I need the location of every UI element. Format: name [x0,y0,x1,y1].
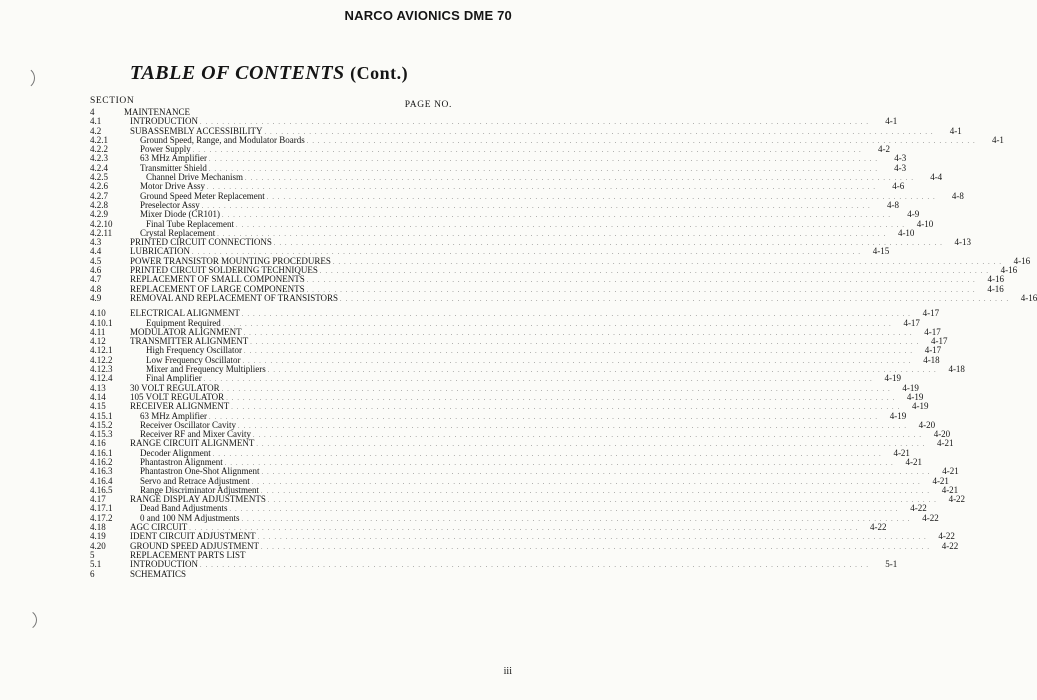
toc-entry-page: 4-19 [902,382,919,393]
dot-leader: . . . . . . . . . . . . . . . . . . . . . . . . . . . . . . . . . . . . . . . . . . . . . . . . . . . . . . . . . . . . . . . . . . . . . . . . . . . . . . . . . . . . . . . . . . . . . . . . . . . . . . . . . . . . . . . . . . . . . . . . [260,488,931,495]
toc-entry-number: 4.2.11 [90,227,113,238]
toc-entry-title: POWER TRANSISTOR MOUNTING PROCEDURES [130,255,331,266]
toc-entry-page: 4-13 [954,237,972,248]
toc-entry-page: 4-20 [918,419,936,430]
dot-leader: . . . . . . . . . . . . . . . . . . . . . . . . . . . . . . . . . . . . . . . . . . . . . . . . . . . . . . . . . . . . . . . . . . . . . . . . . . . . . . . . . . . . . . . . . . . . . . . . . . . . . . . . . . . . . . . . . . . . . . . . [212,451,882,458]
toc-entry-page: 4-22 [941,540,959,551]
toc-entry-page: 4-17 [922,308,940,319]
toc-entry-number: 4.12.4 [90,373,113,384]
dot-leader: . . . . . . . . . . . . . . . . . . . . . . . . . . . . . . . . . . . . . . . . . . . . . . . . . . . . . . . . . . . . . . . . . . . . . . . . . . . . . . . . . . . . . . . . . . . . . . . . . . . . . . . . . . . . . . . . . . . . . . . . [244,176,915,183]
toc-entry-number: 4.17.1 [90,503,113,514]
toc-entry-page: 4-1 [949,125,962,136]
dot-leader: . . . . . . . . . . . . . . . . . . . . . . . . . . . . . . . . . . . . . . . . . . . . . . . . . . . . . . . . . . . . . . . . . . . . . . . . . . . . . . . . . . . . . . . . . . . . . . . . . . . . . . . . . . . . . . . . . . . . . . . . [237,423,908,430]
dot-leader: . . . . . . . . . . . . . . . . . . . . . . . . . . . . . . . . . . . . . . . . . . . . . . . . . . . . . . . . . . . . . . . . . . . . . . . . . . . . . . . . . . . . . . . . . . . . . . . . . . . . . . . . . . . . . . . . . . . . . . . . [217,231,887,238]
toc-entry-title: Equipment Required [146,317,221,328]
section-column-label: SECTION [90,96,135,106]
toc-entry-title: REPLACEMENT OF SMALL COMPONENTS [130,274,305,285]
toc-list [90,107,1037,579]
toc-entry-title: Mixer Diode (CR101) [140,209,220,220]
toc-entry-title: IDENT CIRCUIT ADJUSTMENT [130,531,256,542]
dot-leader: . . . . . . . . . . . . . . . . . . . . . . . . . . . . . . . . . . . . . . . . . . . . . . . . . . . . . . . . . . . . . . . . . . . . . . . . . . . . . . . . . . . . . . . . . . . . . . . . . . . . . . . . . . . . . . . . . . . . . . . . [319,269,990,276]
toc-entry-number: 4.17 [90,494,106,505]
dot-leader: . . . . . . . . . . . . . . . . . . . . . . . . . . . . . . . . . . . . . . . . . . . . . . . . . . . . . . . . . . . . . . . . . . . . . . . . . . . . . . . . . . . . . . . . . . . . . . . . . . . . . . . . . . . . . . . . . . . . . . . . [252,433,923,440]
toc-entry-number: 4.2.9 [90,209,108,220]
title-text: TABLE OF CONTENTS [129,62,345,84]
toc-entry-page: 4-19 [889,410,907,421]
toc-entry-page: 4-21 [893,447,910,458]
dot-leader: . . . . . . . . . . . . . . . . . . . . . . . . . . . . . . . . . . . . . . . . . . . . . . . . . . . . . . . . . . . . . . . . . . . . . . . . . . . . . . . . . . . . . . . . . . . . . . . . . . . . . . . . . . . . . . . . . . . . . . . . [189,526,859,533]
toc-entry-title: TRANSMITTER ALIGNMENT [130,336,249,347]
toc-entry-title: RECEIVER ALIGNMENT [130,401,230,412]
toc-entry-title: 0 and 100 NM Adjustments [140,512,240,523]
toc-entry-number: 4.9 [90,292,102,303]
toc-entry-page: 4-21 [937,438,954,449]
dot-leader: . . . . . . . . . . . . . . . . . . . . . . . . . . . . . . . . . . . . . . . . . . . . . . . . . . . . . . . . . . . . . . . . . . . . . . . . . . . . . . . . . . . . . . . . . . . . . . . . . . . . . . . . . . . . . . . . . . . . . . . . [251,479,921,486]
toc-entry-page: 4-22 [910,503,927,514]
toc-entry-page: 4-2 [877,144,890,155]
toc-entry-number: 4.14 [90,391,106,402]
toc-entry-number: 4.2.4 [90,162,108,173]
toc-entry-title: REPLACEMENT OF LARGE COMPONENTS [130,283,305,294]
toc-entry-page: 4-16 [1013,255,1031,266]
dot-leader: . . . . . . . . . . . . . . . . . . . . . . . . . . . . . . . . . . . . . . . . . . . . . . . . . . . . . . . . . . . . . . . . . . . . . . . . . . . . . . . . . . . . . . . . . . . . . . . . . . . . . . . . . . . . . . . . . . . . . . . . [207,185,877,192]
toc-entry-page: 4-19 [906,391,924,402]
dot-leader: . . . . . . . . . . . . . . . . . . . . . . . . . . . . . . . . . . . . . . . . . . . . . . . . . . . . . . . . . . . . . . . . . . . . . . . . . . . . . . . . . . . . . . . . . . . . . . . . . . . . . . . . . . . . . . . . . . . . . . . . [192,250,862,257]
dot-leader: . . . . . . . . . . . . . . . . . . . . . . . . . . . . . . . . . . . . . . . . . . . . . . . . . . . . . . . . . . . . . . . . . . . . . . . . . . . . . . . . . . . . . . . . . . . . . . . . . . . . . . . . . . . . . . . . . . . . . . . . [306,287,976,294]
toc-entry-title: INTRODUCTION [130,116,198,127]
toc-entry-number: 5.1 [90,559,102,570]
toc-entry [90,292,1037,303]
toc-entry-number: 4.16.3 [90,466,113,477]
dot-leader: . . . . . . . . . . . . . . . . . . . . . . . . . . . . . . . . . . . . . . . . . . . . . . . . . . . . . . . . . . . . . . . . . . . . . . . . . . . . . . . . . . . . . . . . . . . . . . . . . . . . . . . . . . . . . . . . . . . . . . . . [201,203,871,210]
dot-leader: . . . . . . . . . . . . . . . . . . . . . . . . . . . . . . . . . . . . . . . . . . . . . . . . . . . . . . . . . . . . . . . . . . . . . . . . . . . . . . . . . . . . . . . . . . . . . . . . . . . . . . . . . . . . . . . . . . . . . . . . [208,166,879,173]
toc-entry-title: INTRODUCTION [130,559,198,570]
dot-leader: . . . . . . . . . . . . . . . . . . . . . . . . . . . . . . . . . . . . . . . . . . . . . . . . . . . . . . . . . . . . . . . . . . . . . . . . . . . . . . . . . . . . . . . . . . . . . . . . . . . . . . . . . . . . . . . . . . . . . . . . [332,259,1003,266]
toc-entry-title: Preselector Assy [140,199,200,210]
dot-leader: . . . . . . . . . . . . . . . . . . . . . . . . . . . . . . . . . . . . . . . . . . . . . . . . . . . . . . . . . . . . . . . . . . . . . . . . . . . . . . . . . . . . . . . . . . . . . . . . . . . . . . . . . . . . . . . . . . . . . . . . [264,129,934,136]
dot-leader: . . . . . . . . . . . . . . . . . . . . . . . . . . . . . . . . . . . . . . . . . . . . . . . . . . . . . . . . . . . . . . . . . . . . . . . . . . . . . . . . . . . . . . . . . . . . . . . . . . . . . . . . . . . . . . . . . . . . . . . . [203,377,873,384]
dot-leader: . . . . . . . . . . . . . . . . . . . . . . . . . . . . . . . . . . . . . . . . . . . . . . . . . . . . . . . . . . . . . . . . . . . . . . . . . . . . . . . . . . . . . . . . . . . . . . . . . . . . . . . . . . . . . . . . . . . . . . . . [256,442,926,449]
toc-entry-page: 4-6 [892,181,905,192]
toc-entry-title: 30 VOLT REGULATOR [130,382,220,393]
toc-entry-number: 4.7 [90,274,102,285]
dot-leader: . . . . . . . . . . . . . . . . . . . . . . . . . . . . . . . . . . . . . . . . . . . . . . . . . . . . . . . . . . . . . . . . . . . . . . . . . . . . . . . . . . . . . . . . . . . . . . . . . . . . . . . . . . . . . . . . . . . . . . . . [243,330,913,337]
toc-entry-title: Final Amplifier [146,373,202,384]
dot-leader: . . . . . . . . . . . . . . . . . . . . . . . . . . . . . . . . . . . . . . . . . . . . . . . . . . . . . . . . . . . . . . . . . . . . . . . . . . . . . . . . . . . . . . . . . . . . . . . . . . . . . . . . . . . . . . . . . . . . . . . . [222,213,892,220]
toc-entry-number: 4.11 [90,326,106,337]
toc-entry-page: 4-10 [897,227,915,238]
toc-entry-page: 4-9 [907,209,920,220]
toc-entry-number: 4.3 [90,237,102,248]
toc-entry-number: 4.13 [90,382,106,393]
toc-entry-title: Phantastron One-Shot Alignment [140,466,260,477]
toc-entry-page: 4-17 [903,317,920,328]
dot-leader: . . . . . . . . . . . . . . . . . . . . . . . . . . . . . . . . . . . . . . . . . . . . . . . . . . . . . . . . . . . . . . . . . . . . . . . . . . . . . . . . . . . . . . . . . . . . . . . . . . . . . . . . . . . . . . . . . . . . . . . . [267,368,937,375]
toc-entry-page: 4-1 [991,134,1004,145]
toc-entry-page: 4-22 [922,512,939,523]
toc-entry-title: MAINTENANCE [124,107,190,117]
toc-entry-title: Phantastron Alignment [140,456,223,467]
toc-entry-title: RANGE CIRCUIT ALIGNMENT [130,438,255,449]
toc-entry [90,354,940,365]
toc-entry-number: 4.8 [90,283,102,294]
toc-entry-title: Ground Speed Meter Replacement [140,190,265,201]
toc-entry-number: 4.2.5 [90,172,108,183]
toc-entry-number: 4.16.1 [90,447,113,458]
toc-entry-page: 4-16 [987,274,1004,285]
toc-entry-title: REMOVAL AND REPLACEMENT OF TRANSISTORS [130,292,339,303]
toc-entry-title: Final Tube Replacement [146,218,234,229]
toc-entry-title: LUBRICATION [130,246,190,257]
toc-entry-title: MODULATOR ALIGNMENT [130,326,242,337]
toc-entry-number: 4.4 [90,246,102,257]
toc-entry-title: 105 VOLT REGULATOR [130,391,225,402]
toc-entry-page: 4-20 [933,429,951,440]
toc-entry-title: Power Supply [140,144,191,155]
toc-entry-page: 4-16 [1000,265,1018,276]
toc-entry-title: RANGE DISPLAY ADJUSTMENTS [130,494,266,505]
toc-entry-number: 4.16.4 [90,475,113,486]
dot-leader: . . . . . . . . . . . . . . . . . . . . . . . . . . . . . . . . . . . . . . . . . . . . . . . . . . . . . . . . . . . . . . . . . . . . . . . . . . . . . . . . . . . . . . . . . . . . . . . . . . . . . . . . . . . . . . . . . . . . . . . . [221,386,891,393]
toc-entry-number: 4.10.1 [90,317,113,328]
toc-entry-number: 4 [90,107,95,117]
toc-entry-title: Low Frequency Oscillator [146,354,241,365]
toc-entry-page: 4-17 [924,326,941,337]
toc-entry [90,345,942,356]
toc-entry-title: Ground Speed, Range, and Modulator Boards [140,134,305,145]
toc-entry-title: PRINTED CIRCUIT CONNECTIONS [130,237,272,248]
dot-leader: . . . . . . . . . . . . . . . . . . . . . . . . . . . . . . . . . . . . . . . . . . . . . . . . . . . . . . . . . . . . . . . . . . . . . . . . . . . . . . . . . . . . . . . . . . . . . . . . . . . . . . . . . . . . . . . . . . . . . . . . [229,507,899,514]
toc-entry-number: 4.16 [90,438,106,449]
toc-entry-page: 4-17 [930,336,948,347]
toc-entry-number: 4.2.7 [90,190,108,201]
toc-entry-number: 4.15.2 [90,419,113,430]
toc-entry-title: Crystal Replacement [140,227,216,238]
toc-entry-title: Dead Band Adjustments [140,503,228,514]
page-folio: iii [503,666,512,677]
toc-entry-title: Servo and Retrace Adjustment [140,475,250,486]
dot-leader: . . . . . . . . . . . . . . . . . . . . . . . . . . . . . . . . . . . . . . . . . . . . . . . . . . . . . . . . . . . . . . . . . . . . . . . . . . . . . . . . . . . . . . . . . . . . . . . . . . . . . . . . . . . . . . . . . . . . . . . . [222,321,892,328]
toc-entry-number: 4.5 [90,255,102,266]
toc-entry-number: 4.2.8 [90,199,108,210]
dot-leader: . . . . . . . . . . . . . . . . . . . . . . . . . . . . . . . . . . . . . . . . . . . . . . . . . . . . . . . . . . . . . . . . . . . . . . . . . . . . . . . . . . . . . . . . . . . . . . . . . . . . . . . . . . . . . . . . . . . . . . . . [224,460,894,467]
toc-entry-page: 4-21 [941,484,959,495]
toc-entry-page: 4-8 [951,190,964,201]
dot-leader: . . . . . . . . . . . . . . . . . . . . . . . . . . . . . . . . . . . . . . . . . . . . . . . . . . . . . . . . . . . . . . . . . . . . . . . . . . . . . . . . . . . . . . . . . . . . . . . . . . . . . . . . . . . . . . . . . . . . . . . . [267,498,938,505]
toc-entry [90,209,920,220]
toc-entry-page: 4-15 [872,246,890,257]
toc-entry-number: 4.2.1 [90,134,108,145]
toc-entry-number: 4.12.2 [90,354,113,365]
dot-leader: . . . . . . . . . . . . . . . . . . . . . . . . . . . . . . . . . . . . . . . . . . . . . . . . . . . . . . . . . . . . . . . . . . . . . . . . . . . . . . . . . . . . . . . . . . . . . . . . . . . . . . . . . . . . . . . . . . . . . . . . [250,340,920,347]
toc-entry-page: 4-22 [938,531,955,542]
toc-entry-number: 4.15.3 [90,429,113,440]
dot-leader: . . . . . . . . . . . . . . . . . . . . . . . . . . . . . . . . . . . . . . . . . . . . . . . . . . . . . . . . . . . . . . . . . . . . . . . . . . . . . . . . . . . . . . . . . . . . . . . . . . . . . . . . . . . . . . . . . . . . . . . . [241,312,912,319]
dot-leader: . . . . . . . . . . . . . . . . . . . . . . . . . . . . . . . . . . . . . . . . . . . . . . . . . . . . . . . . . . . . . . . . . . . . . . . . . . . . . . . . . . . . . . . . . . . . . . . . . . . . . . . . . . . . . . . . . . . . . . . . [306,278,976,285]
dot-leader: . . . . . . . . . . . . . . . . . . . . . . . . . . . . . . . . . . . . . . . . . . . . . . . . . . . . . . . . . . . . . . . . . . . . . . . . . . . . . . . . . . . . . . . . . . . . . . . . . . . . . . . . . . . . . . . . . . . . . . . . [261,544,931,551]
toc-entry-title: 63 MHz Amplifier [140,153,207,164]
toc-entry-page: 4-17 [924,345,942,356]
toc-entry [90,162,907,173]
dot-leader: . . . . . . . . . . . . . . . . . . . . . . . . . . . . . . . . . . . . . . . . . . . . . . . . . . . . . . . . . . . . . . . . . . . . . . . . . . . . . . . . . . . . . . . . . . . . . . . . . . . . . . . . . . . . . . . . . . . . . . . . [192,148,862,155]
toc-entry-number: 4.16.5 [90,484,113,495]
toc-entry-page: 4-3 [894,162,907,173]
toc-entry-number: 4.2.10 [90,218,113,229]
toc-entry-number: 6 [90,568,95,579]
toc-entry-number: 4.6 [90,265,102,276]
toc-entry-title: Transmitter Shield [140,162,207,173]
dot-leader: . . . . . . . . . . . . . . . . . . . . . . . . . . . . . . . . . . . . . . . . . . . . . . . . . . . . . . . . . . . . . . . . . . . . . . . . . . . . . . . . . . . . . . . . . . . . . . . . . . . . . . . . . . . . . . . . . . . . . . . . [306,138,976,145]
toc-entry-number: 4.1 [90,116,102,127]
toc-entry-title: SUBASSEMBLY ACCESSIBILITY [130,125,263,136]
toc-entry-page: 4-21 [905,456,922,467]
toc-entry-title: AGC CIRCUIT [130,522,188,533]
dot-leader: . . . . . . . . . . . . . . . . . . . . . . . . . . . . . . . . . . . . . . . . . . . . . . . . . . . . . . . . . . . . . . . . . . . . . . . . . . . . . . . . . . . . . . . . . . . . . . . . . . . . . . . . . . . . . . . . . . . . . . . . [236,222,906,229]
dot-leader: . . . . . . . . . . . . . . . . . . . . . . . . . . . . . . . . . . . . . . . . . . . . . . . . . . . . . . . . . . . . . . . . . . . . . . . . . . . . . . . . . . . . . . . . . . . . . . . . . . . . . . . . . . . . . . . . . . . . . . . . [209,157,879,164]
dot-leader: . . . . . . . . . . . . . . . . . . . . . . . . . . . . . . . . . . . . . . . . . . . . . . . . . . . . . . . . . . . . . . . . . . . . . . . . . . . . . . . . . . . . . . . . . . . . . . . . . . . . . . . . . . . . . . . . . . . . . . . . [273,241,944,248]
toc-entry-page: 5-1 [885,559,898,570]
toc-entry-title: Mixer and Frequency Multipliers [146,364,266,375]
toc-entry-number: 4.19 [90,531,106,542]
dot-leader: . . . . . . . . . . . . . . . . . . . . . . . . . . . . . . . . . . . . . . . . . . . . . . . . . . . . . . . . . . . . . . . . . . . . . . . . . . . . . . . . . . . . . . . . . . . . . . . . . . . . . . . . . . . . . . . . . . . . . . . . [340,296,1010,303]
toc-entry-page: 4-18 [948,364,965,375]
toc-entry-title: GROUND SPEED ADJUSTMENT [130,540,260,551]
title-suffix: (Cont.) [350,63,409,83]
toc-entry-page: 4-16 [1020,292,1037,303]
toc-entry-title: Motor Drive Assy [140,181,205,192]
toc-entry-number: 4.17.2 [90,512,113,523]
toc-entry-page: 4-19 [884,373,901,384]
toc-entry [90,336,948,347]
toc-entry-title: Receiver RF and Mixer Cavity [140,429,251,440]
dot-leader: . . . . . . . . . . . . . . . . . . . . . . . . . . . . . . . . . . . . . . . . . . . . . . . . . . . . . . . . . . . . . . . . . . . . . . . . . . . . . . . . . . . . . . . . . . . . . . . . . . . . . . . . . . . . . . . . . . . . . . . . [242,358,912,365]
toc-entry-page: 4-10 [916,218,934,229]
toc-entry-page: 4-1 [885,116,898,127]
dot-leader: . . . . . . . . . . . . . . . . . . . . . . . . . . . . . . . . . . . . . . . . . . . . . . . . . . . . . . . . . . . . . . . . . . . . . . . . . . . . . . . . . . . . . . . . . . . . . . . . . . . . . . . . . . . . . . . . . . . . . . . . [266,194,936,201]
toc-entry [90,364,965,375]
toc-entry-number: 5 [90,549,95,560]
toc-entry-page: 4-22 [869,522,887,533]
dot-leader: . . . . . . . . . . . . . . . . . . . . . . . . . . . . . . . . . . . . . . . . . . . . . . . . . . . . . . . . . . . . . . . . . . . . . . . . . . . . . . . . . . . . . . . . . . . . . . . . . . . . . . . . . . . . . . . . . . . . . . . . [241,516,911,523]
toc-entry-title: Decoder Alignment [140,447,211,458]
toc-entry-number: 4.18 [90,522,106,533]
toc-entry-number: 4.12 [90,336,106,347]
toc-entry-title: PRINTED CIRCUIT SOLDERING TECHNIQUES [130,265,318,276]
toc-entry-page: 4-19 [911,401,929,412]
page-column-label: PAGE NO. [404,100,452,110]
page-title [0,62,538,85]
toc-entry-number: 4.10 [90,308,106,319]
toc-entry [90,308,940,319]
toc-entry-page: 4-21 [942,466,959,477]
margin-mark [6,608,37,632]
toc-entry-title: Receiver Oscillator Cavity [140,419,236,430]
toc-entry-number: 4.2 [90,125,102,136]
toc-entry-page: 4-16 [987,283,1004,294]
toc-entry-number: 4.2.3 [90,153,108,164]
toc-entry-number: 4.15 [90,401,106,412]
toc-entry-number: 4.12.1 [90,345,113,356]
dot-leader: . . . . . . . . . . . . . . . . . . . . . . . . . . . . . . . . . . . . . . . . . . . . . . . . . . . . . . . . . . . . . . . . . . . . . . . . . . . . . . . . . . . . . . . . . . . . . . . . . . . . . . . . . . . . . . . . . . . . . . . . [209,414,879,421]
toc-entry-number: 4.20 [90,540,106,551]
toc-entry-number: 4.2.2 [90,144,108,155]
dot-leader: . . . . . . . . . . . . . . . . . . . . . . . . . . . . . . . . . . . . . . . . . . . . . . . . . . . . . . . . . . . . . . . . . . . . . . . . . . . . . . . . . . . . . . . . . . . . . . . . . . . . . . . . . . . . . . . . . . . . . . . . [200,563,870,570]
toc-entry-title: REPLACEMENT PARTS LIST [130,549,246,560]
toc-entry-number: 4.16.2 [90,456,113,467]
toc-entry-title: Range Discriminator Adjustment [140,484,259,495]
toc-entry-title: High Frequency Oscillator [146,345,242,356]
dot-leader: . . . . . . . . . . . . . . . . . . . . . . . . . . . . . . . . . . . . . . . . . . . . . . . . . . . . . . . . . . . . . . . . . . . . . . . . . . . . . . . . . . . . . . . . . . . . . . . . . . . . . . . . . . . . . . . . . . . . . . . . [226,395,896,402]
toc-entry-number: 4.15.1 [90,410,113,421]
toc-entry-page: 4-21 [932,475,949,486]
toc-entry-title: ELECTRICAL ALIGNMENT [130,308,240,319]
dot-leader: . . . . . . . . . . . . . . . . . . . . . . . . . . . . . . . . . . . . . . . . . . . . . . . . . . . . . . . . . . . . . . . . . . . . . . . . . . . . . . . . . . . . . . . . . . . . . . . . . . . . . . . . . . . . . . . . . . . . . . . . [231,405,901,412]
toc-entry-page: 4-22 [948,494,966,505]
dot-leader: . . . . . . . . . . . . . . . . . . . . . . . . . . . . . . . . . . . . . . . . . . . . . . . . . . . . . . . . . . . . . . . . . . . . . . . . . . . . . . . . . . . . . . . . . . . . . . . . . . . . . . . . . . . . . . . . . . . . . . . . [200,120,870,127]
dot-leader: . . . . . . . . . . . . . . . . . . . . . . . . . . . . . . . . . . . . . . . . . . . . . . . . . . . . . . . . . . . . . . . . . . . . . . . . . . . . . . . . . . . . . . . . . . . . . . . . . . . . . . . . . . . . . . . . . . . . . . . . [261,470,931,477]
toc-entry-title: SCHEMATICS [130,568,187,579]
toc-entry-page: 4-4 [930,172,943,183]
toc-entry-page: 4-3 [894,153,907,164]
toc-entry-title: Channel Drive Mechanism [146,172,243,183]
running-header: NARCO AVIONICS DME 70 [344,8,512,23]
margin-mark [8,66,35,90]
toc-entry-title: 63 MHz Amplifier [140,410,207,421]
toc-entry-page: 4-8 [886,199,899,210]
toc-entry-page: 4-18 [923,354,940,365]
dot-leader: . . . . . . . . . . . . . . . . . . . . . . . . . . . . . . . . . . . . . . . . . . . . . . . . . . . . . . . . . . . . . . . . . . . . . . . . . . . . . . . . . . . . . . . . . . . . . . . . . . . . . . . . . . . . . . . . . . . . . . . . [243,349,914,356]
dot-leader: . . . . . . . . . . . . . . . . . . . . . . . . . . . . . . . . . . . . . . . . . . . . . . . . . . . . . . . . . . . . . . . . . . . . . . . . . . . . . . . . . . . . . . . . . . . . . . . . . . . . . . . . . . . . . . . . . . . . . . . . [257,535,927,542]
toc-entry-number: 4.12.3 [90,364,113,375]
toc-entry-number: 4.2.6 [90,181,108,192]
